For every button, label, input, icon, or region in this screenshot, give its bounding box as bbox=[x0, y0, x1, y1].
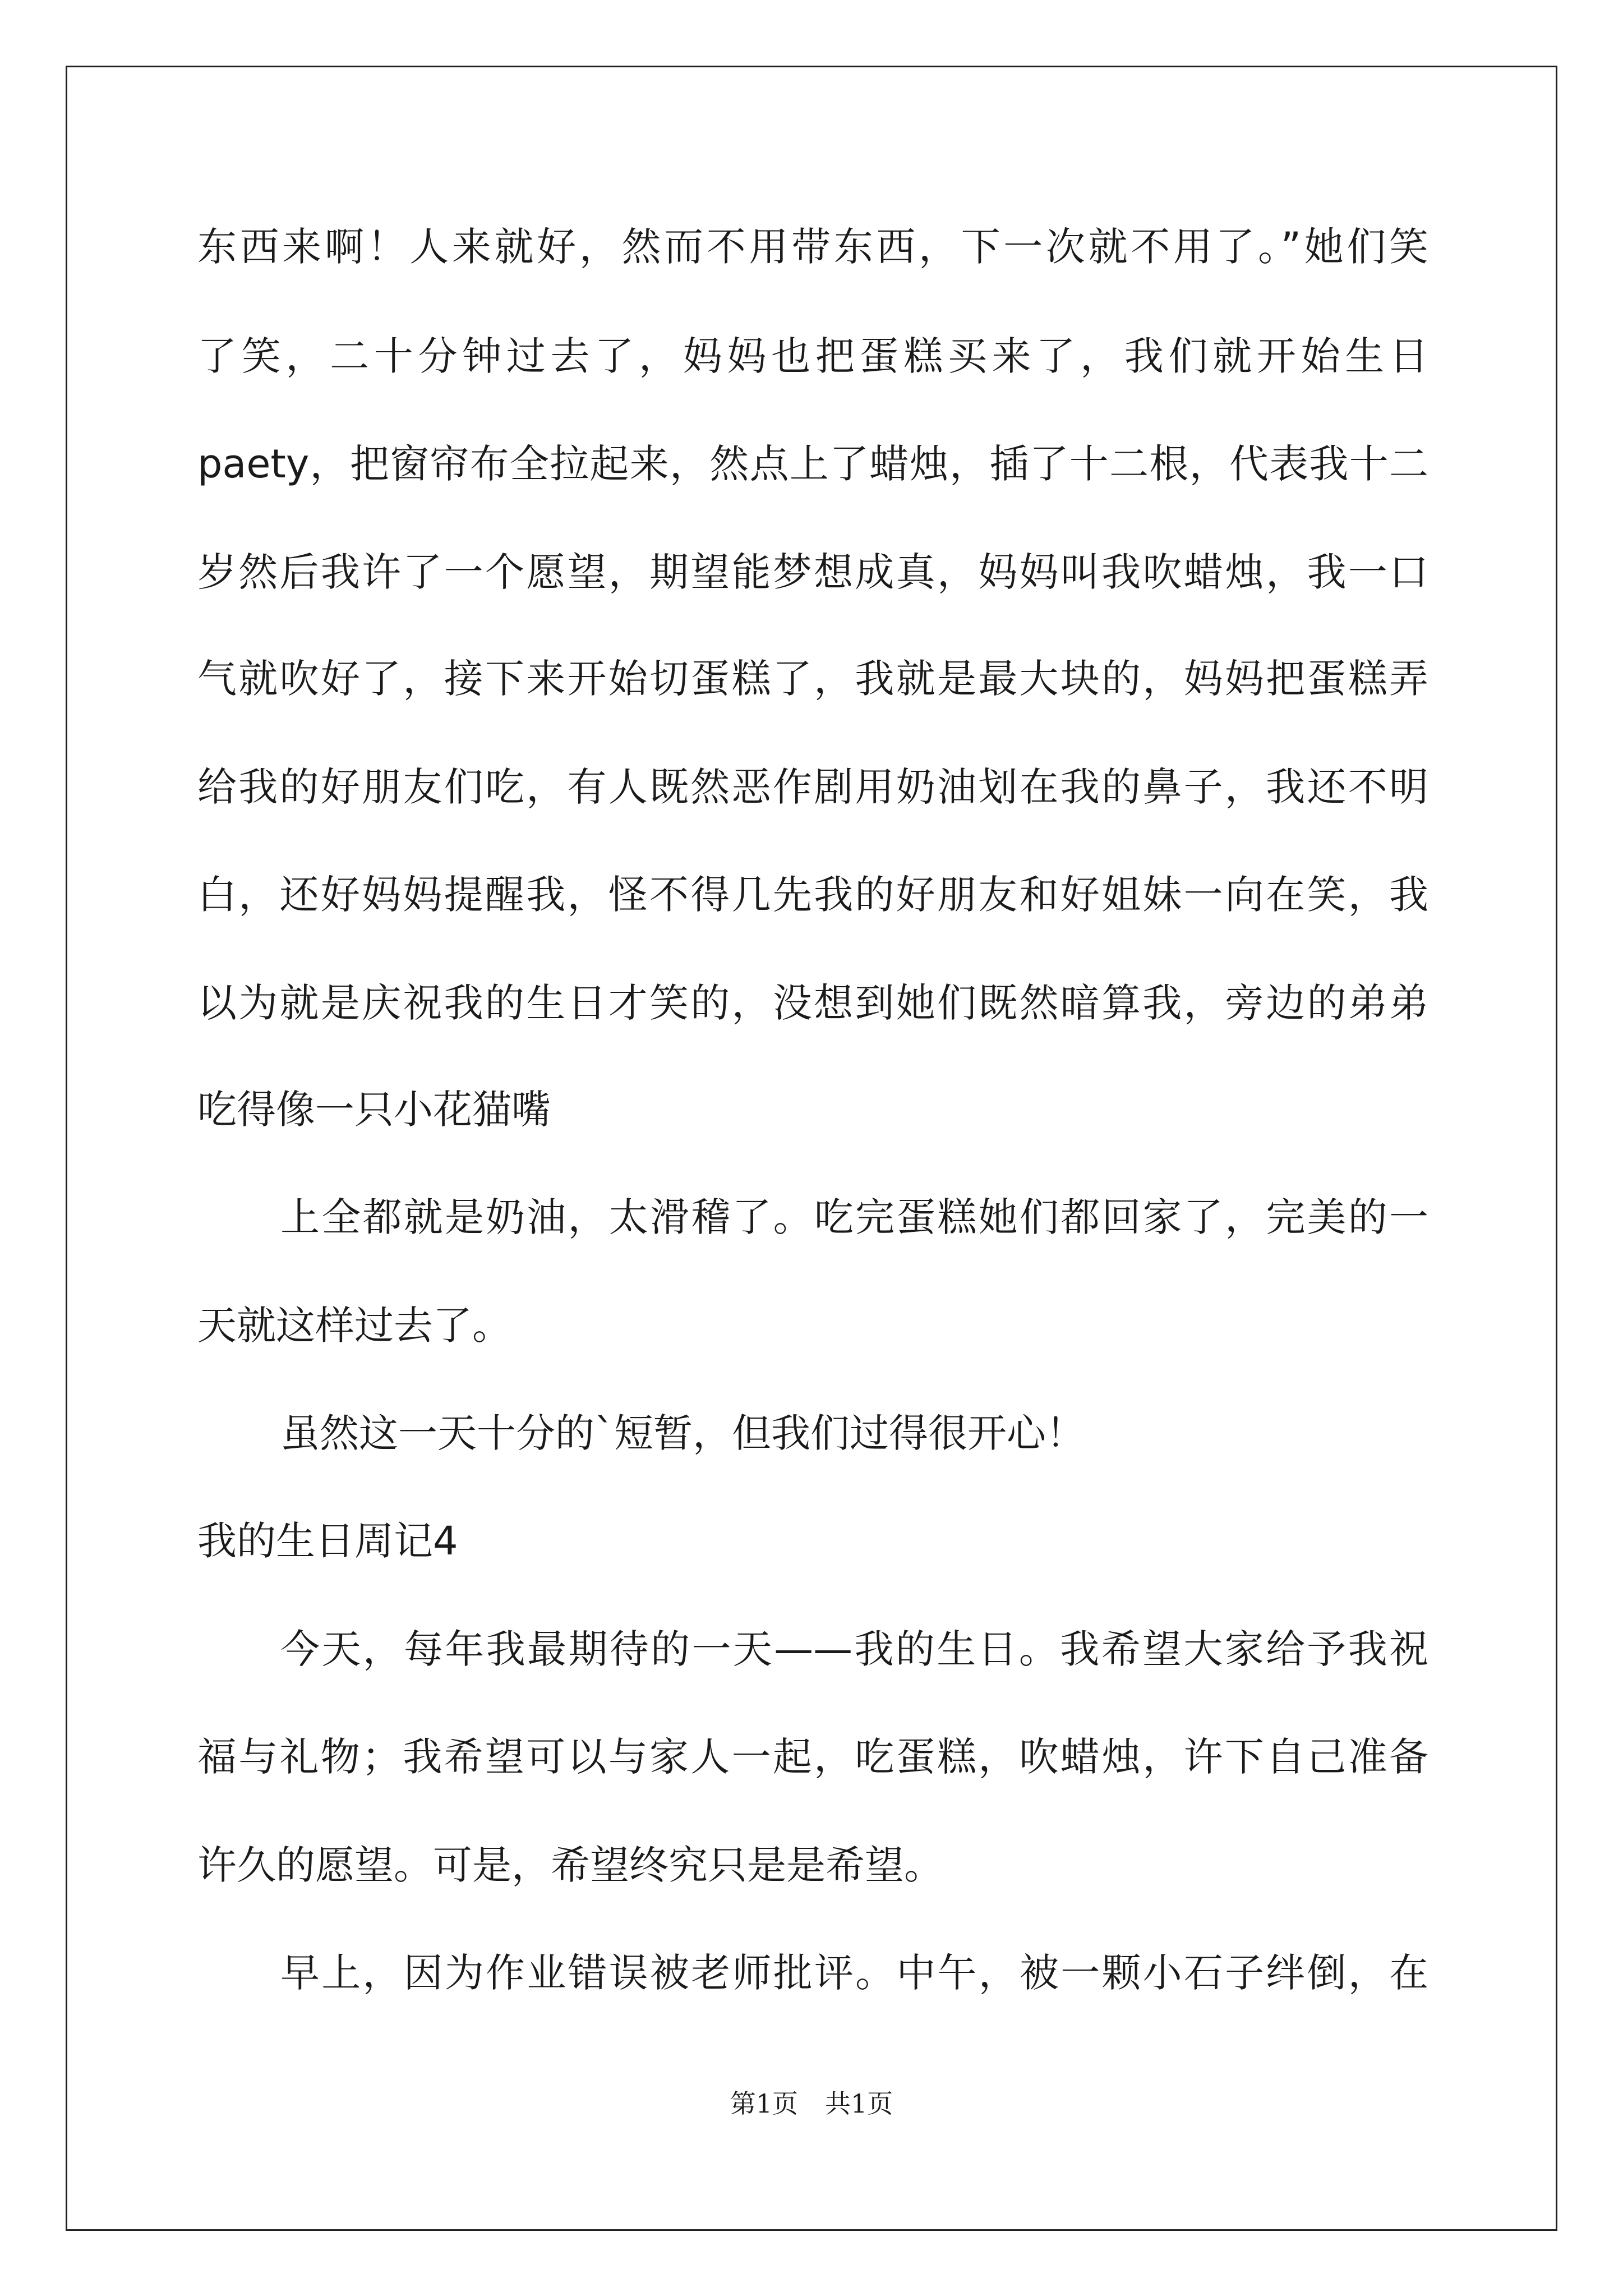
page-border bbox=[66, 66, 1557, 2231]
page-footer bbox=[0, 2087, 1623, 2120]
body-text-line: 了笑，二十分钟过去了，妈妈也把蛋糕买来了，我们就开始生日 bbox=[197, 333, 1428, 379]
paragraph-first-line: 上全都就是奶油，太滑稽了。吃完蛋糕她们都回家了，完美的一 bbox=[280, 1194, 1428, 1240]
body-text-line: 许久的愿望。可是，希望终究只是是希望。 bbox=[197, 1842, 943, 1888]
paragraph-first-line: 早上，因为作业错误被老师批评。中午，被一颗小石子绊倒，在 bbox=[280, 1950, 1428, 1996]
body-text-line: 东西来啊！人来就好，然而不用带东西，下一次就不用了。”她们笑 bbox=[197, 224, 1428, 270]
body-text-line: paety，把窗帘布全拉起来，然点上了蜡烛，插了十二根，代表我十二 bbox=[197, 441, 1428, 487]
body-text-line: 以为就是庆祝我的生日才笑的，没想到她们既然暗算我，旁边的弟弟 bbox=[197, 980, 1428, 1026]
body-text-line: 气就吹好了，接下来开始切蛋糕了，我就是最大块的，妈妈把蛋糕弄 bbox=[197, 656, 1428, 702]
body-text-line: 天就这样过去了。 bbox=[197, 1303, 511, 1349]
page-total: 共1页 bbox=[825, 2088, 893, 2119]
paragraph-first-line: 虽然这一天十分的`短暂，但我们过得很开心！ bbox=[280, 1410, 1085, 1456]
page-number: 第1页 bbox=[730, 2088, 798, 2119]
body-text-line: 岁然后我许了一个愿望，期望能梦想成真，妈妈叫我吹蜡烛，我一口 bbox=[197, 549, 1428, 595]
body-text-line: 吃得像一只小花猫嘴 bbox=[197, 1087, 551, 1133]
body-text-line: 福与礼物；我希望可以与家人一起，吃蛋糕，吹蜡烛，许下自己准备 bbox=[197, 1734, 1428, 1780]
paragraph-first-line: 今天，每年我最期待的一天——我的生日。我希望大家给予我祝 bbox=[280, 1626, 1428, 1672]
section-heading: 我的生日周记4 bbox=[197, 1518, 458, 1564]
body-text-line: 白，还好妈妈提醒我，怪不得几先我的好朋友和好姐妹一向在笑，我 bbox=[197, 872, 1428, 918]
body-text-line: 给我的好朋友们吃，有人既然恶作剧用奶油划在我的鼻子，我还不明 bbox=[197, 764, 1428, 810]
